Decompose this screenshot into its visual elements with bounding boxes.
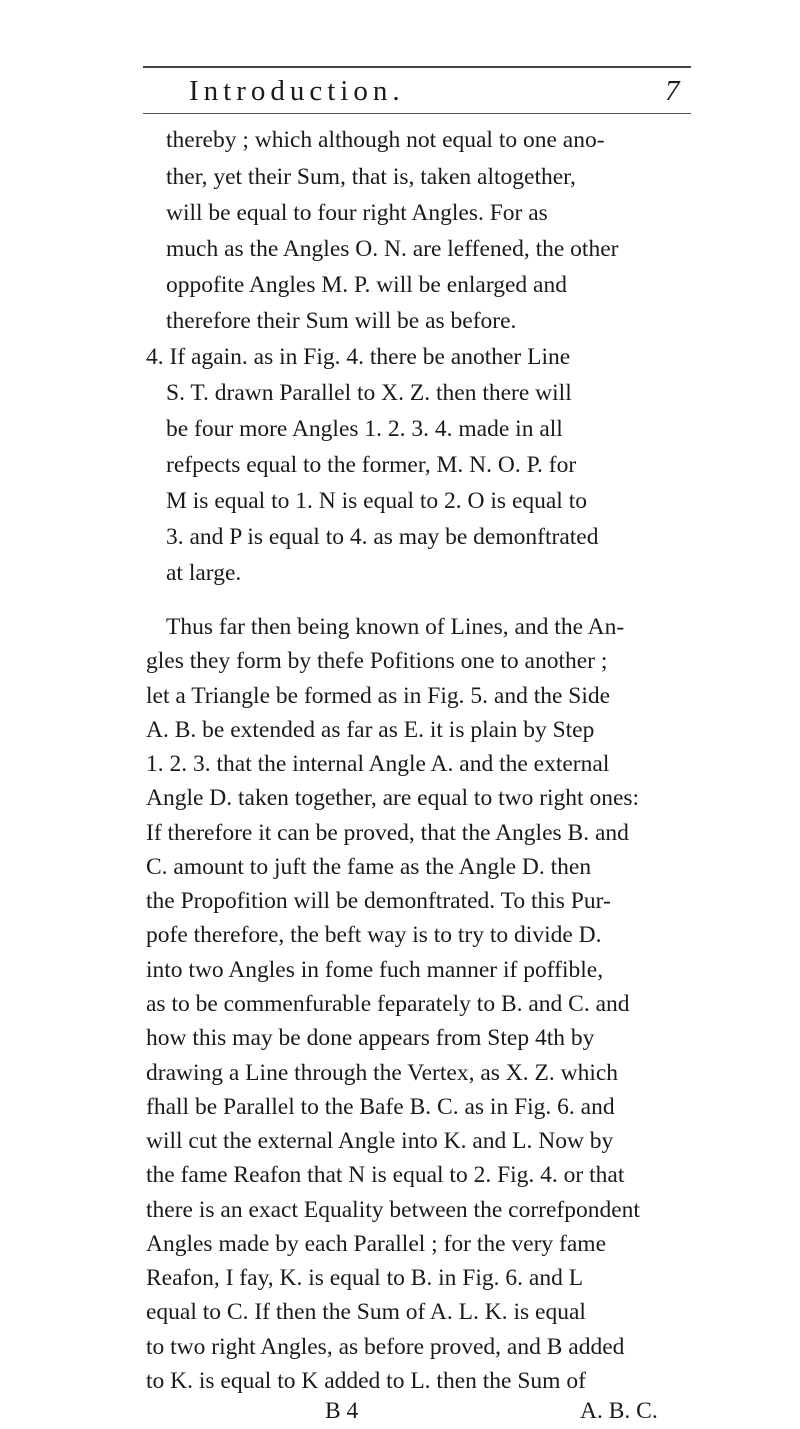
text-line: M is equal to 1. N is equal to 2. O is equal to — [166, 488, 587, 514]
text-line: to two right Angles, as before proved, and B added — [146, 1334, 625, 1360]
text-line: the Propofition will be demonftrated. To this Pur- — [146, 888, 611, 914]
text-line: fhall be Parallel to the Bafe B. C. as in Fig. 6. and — [146, 1094, 615, 1120]
text-line: 4. If again. as in Fig. 4. there be another Line — [146, 344, 571, 370]
text-line: gles they form by thefe Pofitions one to another ; — [146, 648, 608, 674]
text-line: much as the Angles O. N. are leffened, the other — [166, 236, 619, 262]
text-line: Angles made by each Parallel ; for the very fame — [146, 1231, 607, 1257]
text-line: to K. is equal to K added to L. then the Sum of — [146, 1368, 586, 1394]
text-line: Thus far then being known of Lines, and the An- — [166, 614, 625, 640]
text-line: let a Triangle be formed as in Fig. 5. and the Side — [146, 683, 611, 709]
text-line: will cut the external Angle into K. and L. Now by — [146, 1128, 614, 1154]
text-line: pofe therefore, the beft way is to try to divide D. — [146, 922, 602, 948]
text-line: Reafon, I fay, K. is equal to B. in Fig. 6. and L — [146, 1265, 584, 1291]
text-line: therefore their Sum will be as before. — [166, 308, 517, 334]
running-head: Introduction. — [189, 75, 405, 107]
text-line: drawing a Line through the Vertex, as X. Z. which — [146, 1060, 619, 1086]
text-line: will be equal to four right Angles. For as — [166, 200, 548, 226]
text-line: Angle D. taken together, are equal to two right ones: — [146, 785, 640, 811]
text-line: 1. 2. 3. that the internal Angle A. and the external — [146, 751, 610, 777]
text-line: refpects equal to the former, M. N. O. P. for — [166, 452, 577, 478]
text-line: the fame Reafon that N is equal to 2. Fig. 4. or that — [146, 1162, 625, 1188]
text-line: ther, yet their Sum, that is, taken altogether, — [166, 164, 576, 190]
text-line: into two Angles in fome fuch manner if poffible, — [146, 957, 604, 983]
text-line: as to be commenfurable feparately to B. and C. and — [146, 991, 630, 1017]
text-line: A. B. be extended as far as E. it is plain by Step — [146, 717, 595, 743]
header-rule-bottom — [143, 113, 691, 114]
text-line: S. T. drawn Parallel to X. Z. then there will — [166, 380, 572, 406]
text-line: how this may be done appears from Step 4th by — [146, 1025, 595, 1051]
text-line: equal to C. If then the Sum of A. L. K. is equal — [146, 1299, 586, 1325]
text-line: oppofite Angles M. P. will be enlarged and — [166, 272, 567, 298]
page-number: 7 — [665, 75, 680, 107]
signature-mark: B 4 — [325, 1398, 359, 1424]
text-line: there is an exact Equality between the correfpondent — [146, 1197, 640, 1223]
text-line: If therefore it can be proved, that the Angles B. and — [146, 820, 629, 846]
text-line: be four more Angles 1. 2. 3. 4. made in all — [166, 416, 563, 442]
header-rule-top — [143, 66, 691, 68]
text-line: thereby ; which although not equal to one ano- — [166, 127, 605, 153]
text-line: at large. — [166, 560, 242, 586]
text-line: 3. and P is equal to 4. as may be demonftrated — [166, 524, 599, 550]
text-line: C. amount to juft the fame as the Angle D. then — [146, 854, 592, 880]
catchword: A. B. C. — [580, 1398, 658, 1424]
